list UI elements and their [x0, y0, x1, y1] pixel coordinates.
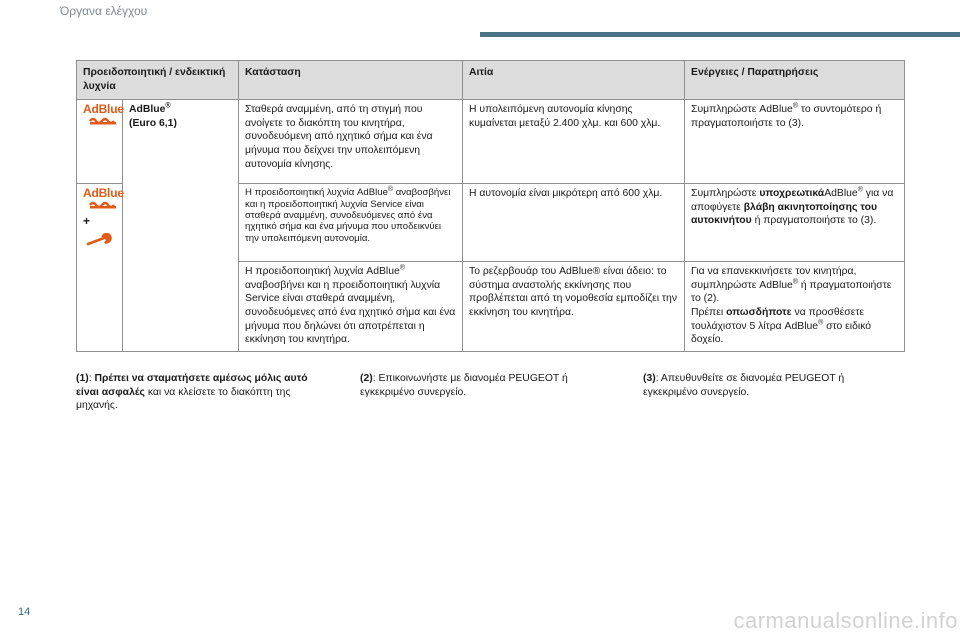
footnote-2: (2): Επικοινωνήστε με διανομέα PEUGEOT ή εγκεκριμένο συνεργείο. [360, 373, 568, 398]
row3-actions: Για να επανεκκινήσετε τον κινητήρα, συμπληρώστε AdBlue® ή πραγματοποιήστε το (2). Πρέπει οπωσδήποτε να προσθέσετε τουλάχιστον 5 λίτρα AdBlue® στο ειδικό δοχείο. [685, 262, 905, 352]
header-indicator: Προειδοποιητική / ενδεικτική λυχνία [77, 61, 239, 100]
header-status: Κατάσταση [239, 61, 463, 100]
adblue-icon: AdBlue [83, 187, 123, 209]
header-cause: Αιτία [463, 61, 685, 100]
adblue-icon: AdBlue [83, 103, 123, 125]
footnote-3: (3): Απευθυνθείτε σε διανομέα PEUGEOT ή εγκεκριμένο συνεργείο. [643, 373, 845, 398]
row3-cause: Το ρεζερβουάρ του AdBlue® είναι άδειο: το σύστημα αναστολής εκκίνησης που προβλέπεται από τη νομοθεσία εμποδίζει την εκκίνηση του κινητήρα. [463, 262, 685, 352]
row1-status: Σταθερά αναμμένη, από τη στιγμή που ανοίγετε το διακόπτη του κινητήρα, συνοδευόμενη από ηχητικό σήμα και ένα μήνυμα που δείχνει την υπολειπόμενη αυτονομία κίνησης. [239, 100, 463, 184]
indicator-name-cell: AdBlue® (Euro 6,1) [123, 100, 239, 352]
warning-lights-table [76, 60, 905, 352]
plus-sign: + [83, 214, 91, 229]
icon-cell [77, 184, 123, 352]
section-title: Όργανα ελέγχου [60, 4, 148, 18]
indicator-name: AdBlue [129, 104, 166, 116]
indicator-subname: (Euro 6,1) [129, 117, 177, 129]
table-header-row [77, 61, 905, 100]
row2-cause: Η αυτονομία είναι μικρότερη από 600 χλμ. [463, 184, 685, 262]
watermark: carmanualsonline.info [733, 608, 958, 633]
row1-actions: Συμπληρώστε AdBlue® το συντομότερο ή πραγματοποιήστε το (3). [685, 100, 905, 184]
footnote-1: (1): Πρέπει να σταματήσετε αμέσως μόλις αυτό είναι ασφαλές και να κλείσετε το διακόπτη της μηχανής. [76, 373, 308, 412]
page-number: 14 [18, 606, 31, 618]
row1-cause: Η υπολειπόμενη αυτονομία κίνησης κυμαίνεται μεταξύ 2.400 χλμ. και 600 χλμ. [463, 100, 685, 184]
adblue-wave-icon [89, 117, 117, 125]
adblue-wave-icon [89, 201, 117, 209]
icon-cell [77, 100, 123, 184]
table-row [77, 100, 905, 184]
row2-status: Η προειδοποιητική λυχνία AdBlue® αναβοσβήνει και η προειδοποιητική λυχνία Service είναι σταθερά αναμμένη, συνοδευόμενες από ένα ηχητικό σήμα και ένα μήνυμα που υποδεικνύει την υπολειπόμενη αυτονομία. [239, 184, 463, 262]
header-actions: Ενέργειες / Παρατηρήσεις [685, 61, 905, 100]
header-accent-bar [480, 32, 960, 37]
row3-status: Η προειδοποιητική λυχνία AdBlue® αναβοσβήνει και η προειδοποιητική λυχνία Service είναι σταθερά αναμμένη, συνοδευόμενες από ένα ηχητικό σήμα και ένα μήνυμα που δηλώνει ότι αποτρέπεται η εκκίνηση του κινητήρα. [239, 262, 463, 352]
wrench-icon [86, 233, 114, 247]
row2-actions: Συμπληρώστε υποχρεωτικάAdBlue® για να αποφύγετε βλάβη ακινητοποίησης του αυτοκινήτου ή πραγματοποιήστε το (3). [685, 184, 905, 262]
